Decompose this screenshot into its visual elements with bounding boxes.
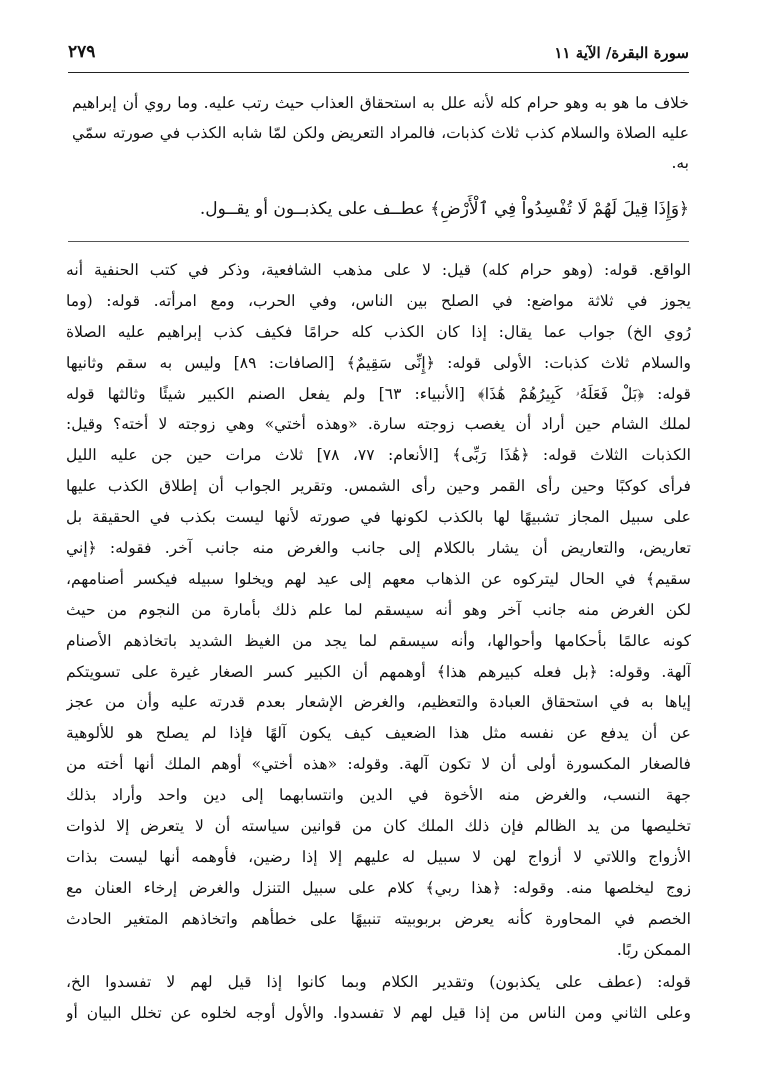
commentary-paragraph-2 xyxy=(66,967,691,1029)
commentary-line: قوله: (عطف على يكذبون) وتقدير الكلام وبما كانوا إذا قيل لهم لا تفسدوا الخ، xyxy=(66,973,691,991)
main-text: خلاف ما هو به وهو حرام كله لأنه علل به استحقاق العذاب حيث رتب عليه. وما روي أن إبراهيم عليه الصلاة والسلام كذب ثلاث كذبات، فالمراد التعريض ولكن لمّا شابه الكذب في صورته سمّي به. xyxy=(72,94,689,172)
commentary-line: على سبيل المجاز تشبيهًا لها بالكذب لكونها في صورته لأنها ليست بكذب في الحقيقة بل xyxy=(66,508,691,527)
commentary-line: الواقع. قوله: (وهو حرام كله) قيل: لا على مذهب الشافعية، وذكر في كتب الحنفية أنه xyxy=(66,261,691,279)
verse-line: ﴿وَإِذَا قِيلَ لَهُمْ لَا تُفْسِدُواْ فِي ٱلْأَرْضِ﴾ عطــف على يكذبــون أو يقــول. xyxy=(199,199,689,219)
commentary-line: جهة النسب، والغرض منه الأخوة في الدين وانتسابهما إلى دين واحد وأراد بذلك xyxy=(66,786,691,805)
commentary-line: عن أن يدفع عن نفسه مثل هذا الضعيف كيف يكون آلهًا فإذا لم يصلح هو للألوهية xyxy=(66,724,691,743)
running-title: سورة البقرة/ الآية ١١ xyxy=(554,44,689,62)
commentary-line: والسلام ثلاث كذبات: الأولى قوله: ﴿إِنِّى سَقِيمٌ﴾ [الصافات: ٨٩] وليس به سقم وثانيها xyxy=(66,353,691,372)
commentary-line: رُوي الخ) جواب عما يقال: إذا كان الكذب كله حرامًا فكيف كذب إبراهيم عليه الصلاة xyxy=(66,322,691,341)
commentary-line: فرأى كوكبًا وحين رأى القمر وحين رأى الشمس. وتقرير الجواب أن إطلاق الكذب عليها xyxy=(66,477,691,496)
commentary-line: تعاريض، والتعاريض أن يشار بالكلام إلى جانب والغرض منه جانب آخر. فقوله: ﴿إني xyxy=(66,539,691,558)
commentary-line: إياها به في استحقاق العبادة والتعظيم، والغرض الإشعار بعدم قدرته عليه وأن من عجز xyxy=(66,693,691,712)
commentary-line: سقيم﴾ في الحال ليتركوه عن الذهاب معهم إلى عيد لهم ويخلوا سبيله فيكسر أصنامهم، xyxy=(66,569,691,588)
commentary-line: الممكن ربًا. xyxy=(616,940,691,959)
commentary-block xyxy=(66,255,691,965)
commentary-line: كونه عالمًا بأحكامها وأحوالها، وأنه سيسقم لما يجد من الغيظ الشديد باتخاذهم الأصنام xyxy=(66,631,691,650)
commentary-line: لكن الغرض منه جانب آخر وهو أنه سيسقم لما علم ذلك بأمارة من النجوم من حيث xyxy=(66,600,691,619)
commentary-line: يجوز في ثلاثة مواضع: في الصلح بين الناس، وفي الحرب، ومع امرأته. قوله: (وما xyxy=(66,291,691,310)
commentary-line: الأزواج واللاتي لا أزواج لهن لا سبيل له عليهم إلا إذا رضين، فأوهمه أنها ليست بذات xyxy=(66,847,691,866)
commentary-line: قوله: ﴿بَلْ فَعَلَهُۥ كَبِيرُهُمْ هَٰذَا﴾ [الأنبياء: ٦٣] ولم يفعل الصنم الكبير شيئًا وثالثها قوله xyxy=(66,384,691,403)
commentary-line: تخليصها من يد الظالم فإن ذلك الملك كان من قوانين سياسته أن لا يتعرض إلا لذوات xyxy=(66,817,691,836)
commentary-line: لملك الشام حين أراد أن يغصب زوجته سارة. «وهذه أختي» وهي زوجته لا أخته؟ وقيل: xyxy=(66,415,691,434)
commentary-line: الكذبات الثلاث قوله: ﴿هَٰذَا رَبِّى﴾ [الأنعام: ٧٧، ٧٨] ثلاث مرات حين جن عليه الليل xyxy=(66,446,691,465)
commentary-line: آلهة. وقوله: ﴿بل فعله كبيرهم هذا﴾ أوهمهم أن الكبير كسر الصغار غيرة على تسويتكم xyxy=(66,662,691,681)
section-divider xyxy=(68,241,689,242)
header-rule xyxy=(68,72,689,73)
page-header xyxy=(68,40,689,68)
commentary-line: فالصغار المكسورة أولى أن لا تكون آلهة. وقوله: «هذه أختي» أوهم الملك أنها أخته من xyxy=(66,755,691,774)
commentary-line: وعلى الثاني ومن الناس من إذا قيل لهم لا تفسدوا. والأول أوجه لخلوه عن تخلل البيان أو xyxy=(66,1003,691,1022)
page-number: ٢٧٩ xyxy=(68,42,96,62)
commentary-line: زوج ليخلصها منه. وقوله: ﴿هذا ربي﴾ كلام على سبيل التنزل والغرض إرخاء العنان مع xyxy=(66,878,691,897)
commentary-line: الخصم في المحاورة كأنه يعرض بربوبيته تنبيهًا على خطأهم واتخاذهم المتغير الحادث xyxy=(66,909,691,928)
